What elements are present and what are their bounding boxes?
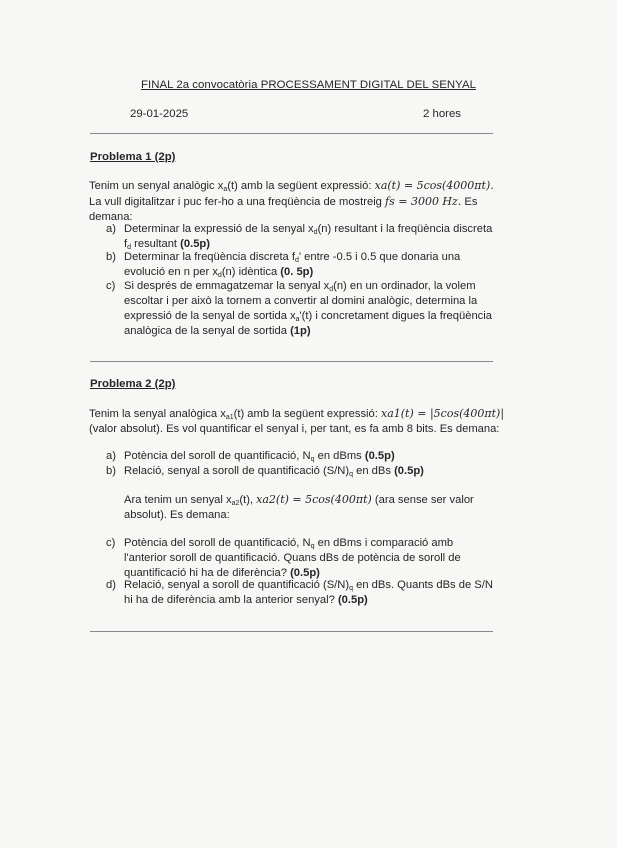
points-badge: (0.5p) [364,450,395,462]
exam-title: FINAL 2a convocatòria PROCESSAMENT DIGITAL DEL SENYAL [141,79,476,91]
problem1-intro [89,178,499,225]
points-badge: (0.5p) [290,567,320,579]
points-badge: (0. 5p) [280,266,314,278]
problem2-formula: xa1(t) = |5cos(400πt)| [380,407,505,420]
problem1-formula: xa(t) = 5cos(4000πt). [374,179,494,192]
problem1-intro-line2: La vull digitalitzar i puc fer-ho a una freqüència de mostreig fs = 3000 Hz. Es [89,195,478,208]
points-badge: (0.5p) [337,594,368,606]
problem1-intro-line3: demana: [89,211,133,223]
exam-date: 29-01-2025 [130,108,189,120]
item-label: c) [106,537,116,549]
divider-middle [90,361,493,362]
problem2-formula-2: xa2(t) = 5cos(400πt) [256,493,372,506]
problem2-intro-line2: (valor absolut). Es vol quantificar el senyal i, per tant, es fa amb 8 bits. Es demana: [89,423,500,435]
exam-page: FINAL 2a convocatòria PROCESSAMENT DIGITAL DEL SENYAL 29-01-2025 2 hores Problema 1 (2p) Tenim un senyal analògic $x_a(t)$ amb la següent expressió: xa(t) = 5cos(4000πt). La vull digitalitzar i puc fer-ho a una freqüència de mostreig fs = 3000 Hz. Es demana: a) Determinar la expressió de la senyal $x_d(n)$ resultant i la freqüència discreta $f_d$ resultant (0.5p) b) Determinar la freqüència discreta $f_d'$ entre -0.5 i 0.5 que donaria una evolució en n per $x_d(n)$ idèntica (0. 5p) c) Si després de emmagatzemar la senyal $x_d(n)$ en un ordinador, la volem escoltar i per això la tornem a convertir al domini analògic, determina la expressió de la senyal de sortida $x_a'(t)$ i concretament digues la freqüència analògica de la senyal de sortida (1p) Problema 2 (2p) Tenim la senyal analògica $x_{a1}(t)$ amb la següent expressió: xa1(t) = |5cos(400πt)| (valor absolut). Es vol quantificar el senyal i, per tant, es fa amb 8 bits. Es demana: a) Potència del soroll de quantificació, $N_q$ en dBms (0.5p) b) Relació, senyal a soroll de quantificació $(S/N)_q$ en dBs (0.5p) Ara tenim un senyal $x_{a2}(t)$, xa2(t) = 5cos(400πt) (ara sense ser valor absolut). Es demana: c) Potència del soroll de quantificació, $N_q$ en dBms i comparació amb l'anterior soroll de quantificació. Quans dBs de potència de soroll de quantificació hi ha de diferència? (0.5p) d) Relació, senyal a soroll de quantificació $(S/N)_q$ en dBs. Quants dBs de S/N hi ha de diferència amb la anterior senyal? (0.5p) [0,0,617,848]
divider-bottom [90,631,493,632]
item-label: a) [106,450,116,462]
problem2-title: Problema 2 (2p) [90,378,176,390]
exam-duration: 2 hores [423,108,461,120]
divider-top [90,133,493,134]
problem2-intro-line1: Tenim la senyal analògica $x_{a1}(t)$ amb la següent expressió: xa1(t) = |5cos(400πt)| [89,407,505,421]
problem1-sampling-formula: fs = 3000 Hz. [385,195,462,208]
item-label: d) [106,579,116,591]
item-label: b) [106,465,116,477]
item-label: c) [106,280,116,292]
problem2-intro [89,406,509,437]
item-label: a) [106,223,116,235]
item-label: b) [106,251,116,263]
problem1-title: Problema 1 (2p) [90,151,176,163]
problem2-middle-text: Ara tenim un senyal $x_{a2}(t)$, xa2(t) = 5cos(400πt) (ara sense ser valor absolut). Es demana: [124,493,474,521]
problem1-intro-line1: Tenim un senyal analògic $x_a(t)$ amb la següent expressió: xa(t) = 5cos(4000πt). [89,179,494,193]
points-badge: (1p) [290,325,311,337]
points-badge: (0.5p) [180,238,210,250]
points-badge: (0.5p) [394,465,424,477]
